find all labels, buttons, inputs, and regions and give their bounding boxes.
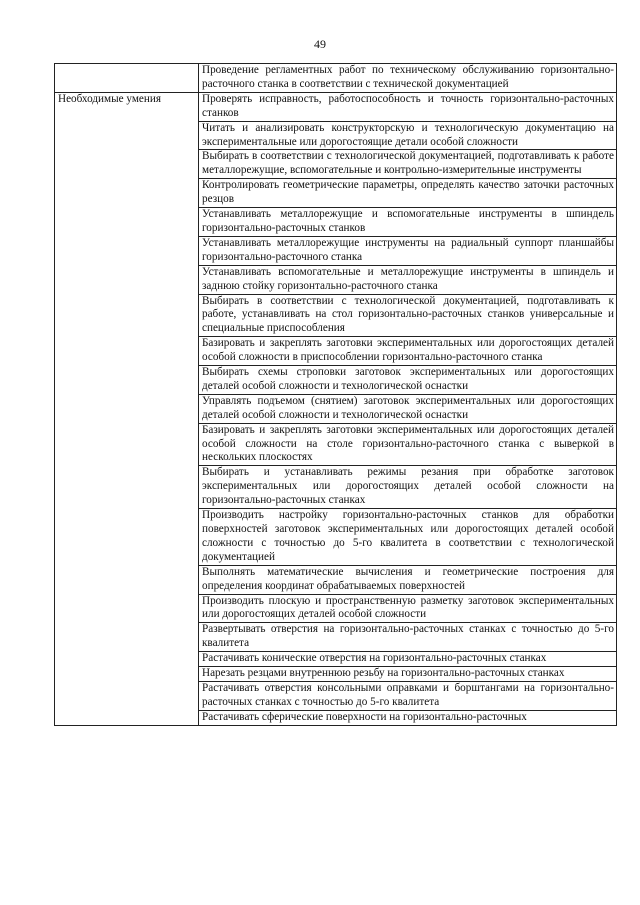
skill-cell: Устанавливать вспомогательные и металлорежущие инструменты в шпиндель и заднюю стойку горизонтально-расточного станка — [199, 265, 617, 294]
skill-cell: Производить плоскую и пространственную разметку заготовок экспериментальных или дорогостоящих деталей особой сложности — [199, 594, 617, 623]
skill-cell: Базировать и закреплять заготовки экспериментальных или дорогостоящих деталей особой сложности на столе горизонтально-расточного станка с выверкой в нескольких плоскостях — [199, 423, 617, 466]
skill-cell: Производить настройку горизонтально-расточных станков для обработки поверхностей заготовок экспериментальных или дорогостоящих деталей особой сложности с точностью до 5-го квалитета в соответствии с технологической документацией — [199, 509, 617, 566]
skills-table — [54, 63, 617, 726]
skill-cell: Выбирать схемы строповки заготовок экспериментальных или дорогостоящих деталей особой сложности и технологической оснастки — [199, 366, 617, 395]
skill-cell: Развертывать отверстия на горизонтально-расточных станках с точностью до 5-го квалитета — [199, 623, 617, 652]
skill-cell: Растачивать сферические поверхности на горизонтально-расточных — [199, 710, 617, 725]
skill-cell: Выполнять математические вычисления и геометрические построения для определения координат обрабатываемых поверхностей — [199, 565, 617, 594]
table-row — [55, 92, 617, 121]
page-number: 49 — [314, 37, 326, 51]
table-row — [55, 64, 617, 93]
skill-cell: Читать и анализировать конструкторскую и технологическую документацию на экспериментальные или дорогостоящие детали особой сложности — [199, 121, 617, 150]
skill-cell: Выбирать и устанавливать режимы резания при обработке заготовок экспериментальных или дорогостоящих деталей особой сложности на горизонтально-расточных станках — [199, 466, 617, 509]
empty-category-cell — [55, 64, 199, 93]
skill-cell: Базировать и закреплять заготовки экспериментальных или дорогостоящих деталей особой сложности в приспособлении горизонтально-расточного станка — [199, 337, 617, 366]
category-label: Необходимые умения — [55, 92, 199, 725]
skill-cell: Проверять исправность, работоспособность и точность горизонтально-расточных станков — [199, 92, 617, 121]
skill-cell: Нарезать резцами внутреннюю резьбу на горизонтально-расточных станках — [199, 667, 617, 682]
skills-table-body — [55, 64, 617, 726]
skill-cell: Контролировать геометрические параметры, определять качество заточки расточных резцов — [199, 179, 617, 208]
skill-cell: Выбирать в соответствии с технологической документацией, подготавливать к работе, устанавливать на стол горизонтально-расточных станков универсальные и специальные приспособления — [199, 294, 617, 337]
requirement-cell: Проведение регламентных работ по техническому обслуживанию горизонтально-расточного станка в соответствии с технической документацией — [199, 64, 617, 93]
skill-cell: Устанавливать металлорежущие инструменты на радиальный суппорт планшайбы горизонтально-расточного станка — [199, 236, 617, 265]
skill-cell: Растачивать конические отверстия на горизонтально-расточных станках — [199, 652, 617, 667]
skill-cell: Растачивать отверстия консольными оправками и борштангами на горизонтально-расточных станках с точностью до 5-го квалитета — [199, 681, 617, 710]
skill-cell: Управлять подъемом (снятием) заготовок экспериментальных или дорогостоящих деталей особой сложности и технологической оснастки — [199, 394, 617, 423]
skill-cell: Выбирать в соответствии с технологической документацией, подготавливать к работе металлорежущие, вспомогательные и контрольно-измерительные инструменты — [199, 150, 617, 179]
skill-cell: Устанавливать металлорежущие и вспомогательные инструменты в шпиндель горизонтально-расточных станков — [199, 208, 617, 237]
